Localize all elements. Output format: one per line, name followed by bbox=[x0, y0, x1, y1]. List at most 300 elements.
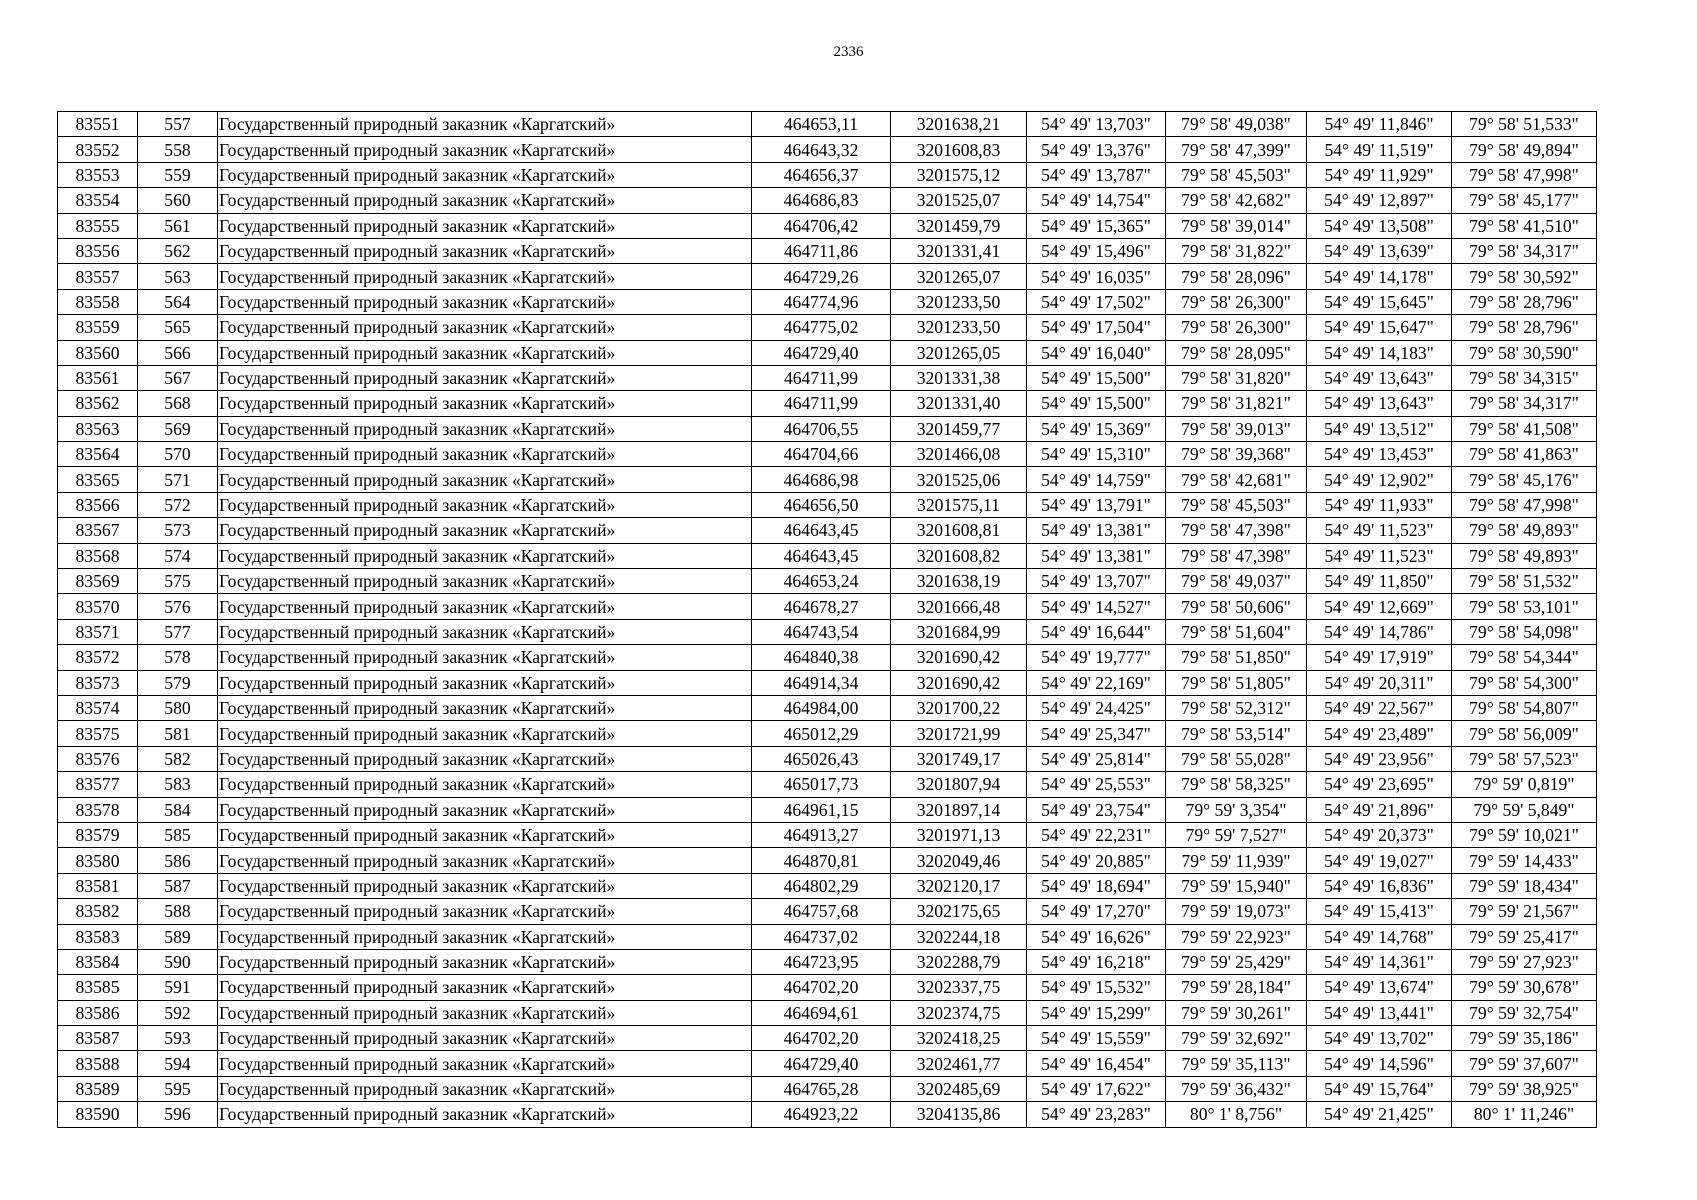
longitude-1-cell: 79° 58' 39,368" bbox=[1166, 442, 1307, 467]
longitude-1-cell: 79° 58' 28,096" bbox=[1166, 264, 1307, 289]
table-row bbox=[58, 391, 1597, 416]
x-coordinate-cell: 464678,27 bbox=[752, 594, 891, 619]
point-number-cell: 571 bbox=[138, 467, 218, 492]
longitude-2-cell: 79° 59' 5,849" bbox=[1452, 797, 1597, 822]
longitude-1-cell: 79° 59' 7,527" bbox=[1166, 822, 1307, 847]
longitude-2-cell: 79° 59' 18,434" bbox=[1452, 873, 1597, 898]
longitude-2-cell: 79° 58' 49,893" bbox=[1452, 543, 1597, 568]
record-number-cell: 83565 bbox=[58, 467, 138, 492]
x-coordinate-cell: 464923,22 bbox=[752, 1102, 891, 1127]
latitude-1-cell: 54° 49' 16,040" bbox=[1027, 340, 1166, 365]
record-number-cell: 83570 bbox=[58, 594, 138, 619]
record-number-cell: 83573 bbox=[58, 670, 138, 695]
table-row bbox=[58, 848, 1597, 873]
latitude-2-cell: 54° 49' 12,897" bbox=[1307, 188, 1452, 213]
coordinates-table-container bbox=[57, 111, 1597, 1128]
x-coordinate-cell: 464729,40 bbox=[752, 340, 891, 365]
record-number-cell: 83551 bbox=[58, 112, 138, 137]
longitude-1-cell: 79° 59' 28,184" bbox=[1166, 975, 1307, 1000]
record-number-cell: 83589 bbox=[58, 1076, 138, 1101]
latitude-2-cell: 54° 49' 21,425" bbox=[1307, 1102, 1452, 1127]
table-row bbox=[58, 746, 1597, 771]
latitude-2-cell: 54° 49' 15,645" bbox=[1307, 289, 1452, 314]
y-coordinate-cell: 3201700,22 bbox=[891, 695, 1027, 720]
reserve-name-cell: Государственный природный заказник «Каргатский» bbox=[218, 949, 752, 974]
reserve-name-cell: Государственный природный заказник «Каргатский» bbox=[218, 340, 752, 365]
longitude-2-cell: 79° 59' 0,819" bbox=[1452, 772, 1597, 797]
reserve-name-cell: Государственный природный заказник «Каргатский» bbox=[218, 162, 752, 187]
x-coordinate-cell: 464757,68 bbox=[752, 899, 891, 924]
latitude-2-cell: 54° 49' 13,453" bbox=[1307, 442, 1452, 467]
latitude-1-cell: 54° 49' 13,376" bbox=[1027, 137, 1166, 162]
point-number-cell: 593 bbox=[138, 1026, 218, 1051]
longitude-1-cell: 79° 58' 45,503" bbox=[1166, 492, 1307, 517]
reserve-name-cell: Государственный природный заказник «Каргатский» bbox=[218, 238, 752, 263]
record-number-cell: 83562 bbox=[58, 391, 138, 416]
x-coordinate-cell: 464686,83 bbox=[752, 188, 891, 213]
longitude-2-cell: 79° 58' 41,510" bbox=[1452, 213, 1597, 238]
latitude-1-cell: 54° 49' 17,504" bbox=[1027, 315, 1166, 340]
longitude-1-cell: 79° 58' 31,822" bbox=[1166, 238, 1307, 263]
longitude-1-cell: 79° 59' 32,692" bbox=[1166, 1026, 1307, 1051]
latitude-2-cell: 54° 49' 13,639" bbox=[1307, 238, 1452, 263]
latitude-1-cell: 54° 49' 15,532" bbox=[1027, 975, 1166, 1000]
table-row bbox=[58, 822, 1597, 847]
table-row bbox=[58, 162, 1597, 187]
record-number-cell: 83556 bbox=[58, 238, 138, 263]
reserve-name-cell: Государственный природный заказник «Каргатский» bbox=[218, 695, 752, 720]
latitude-1-cell: 54° 49' 18,694" bbox=[1027, 873, 1166, 898]
latitude-1-cell: 54° 49' 23,754" bbox=[1027, 797, 1166, 822]
longitude-1-cell: 79° 58' 52,312" bbox=[1166, 695, 1307, 720]
latitude-2-cell: 54° 49' 23,956" bbox=[1307, 746, 1452, 771]
y-coordinate-cell: 3202175,65 bbox=[891, 899, 1027, 924]
record-number-cell: 83563 bbox=[58, 416, 138, 441]
latitude-1-cell: 54° 49' 19,777" bbox=[1027, 645, 1166, 670]
reserve-name-cell: Государственный природный заказник «Каргатский» bbox=[218, 797, 752, 822]
table-row bbox=[58, 442, 1597, 467]
table-row bbox=[58, 137, 1597, 162]
longitude-1-cell: 79° 59' 3,354" bbox=[1166, 797, 1307, 822]
y-coordinate-cell: 3201721,99 bbox=[891, 721, 1027, 746]
table-row bbox=[58, 873, 1597, 898]
y-coordinate-cell: 3202120,17 bbox=[891, 873, 1027, 898]
point-number-cell: 584 bbox=[138, 797, 218, 822]
record-number-cell: 83578 bbox=[58, 797, 138, 822]
latitude-2-cell: 54° 49' 12,902" bbox=[1307, 467, 1452, 492]
latitude-1-cell: 54° 49' 23,283" bbox=[1027, 1102, 1166, 1127]
reserve-name-cell: Государственный природный заказник «Каргатский» bbox=[218, 848, 752, 873]
point-number-cell: 560 bbox=[138, 188, 218, 213]
y-coordinate-cell: 3201459,79 bbox=[891, 213, 1027, 238]
record-number-cell: 83575 bbox=[58, 721, 138, 746]
latitude-1-cell: 54° 49' 15,500" bbox=[1027, 391, 1166, 416]
table-row bbox=[58, 619, 1597, 644]
y-coordinate-cell: 3201575,12 bbox=[891, 162, 1027, 187]
y-coordinate-cell: 3202461,77 bbox=[891, 1051, 1027, 1076]
y-coordinate-cell: 3201575,11 bbox=[891, 492, 1027, 517]
longitude-1-cell: 79° 58' 39,013" bbox=[1166, 416, 1307, 441]
record-number-cell: 83567 bbox=[58, 518, 138, 543]
latitude-1-cell: 54° 49' 15,559" bbox=[1027, 1026, 1166, 1051]
point-number-cell: 586 bbox=[138, 848, 218, 873]
latitude-1-cell: 54° 49' 25,347" bbox=[1027, 721, 1166, 746]
table-row bbox=[58, 949, 1597, 974]
y-coordinate-cell: 3202418,25 bbox=[891, 1026, 1027, 1051]
longitude-1-cell: 79° 58' 49,038" bbox=[1166, 112, 1307, 137]
y-coordinate-cell: 3201971,13 bbox=[891, 822, 1027, 847]
latitude-1-cell: 54° 49' 14,754" bbox=[1027, 188, 1166, 213]
point-number-cell: 569 bbox=[138, 416, 218, 441]
point-number-cell: 592 bbox=[138, 1000, 218, 1025]
latitude-1-cell: 54° 49' 15,500" bbox=[1027, 365, 1166, 390]
x-coordinate-cell: 464711,99 bbox=[752, 365, 891, 390]
longitude-1-cell: 79° 58' 51,850" bbox=[1166, 645, 1307, 670]
longitude-1-cell: 79° 58' 55,028" bbox=[1166, 746, 1307, 771]
y-coordinate-cell: 3201466,08 bbox=[891, 442, 1027, 467]
table-row bbox=[58, 264, 1597, 289]
x-coordinate-cell: 465026,43 bbox=[752, 746, 891, 771]
latitude-2-cell: 54° 49' 13,643" bbox=[1307, 391, 1452, 416]
longitude-1-cell: 79° 58' 51,805" bbox=[1166, 670, 1307, 695]
x-coordinate-cell: 464729,40 bbox=[752, 1051, 891, 1076]
latitude-2-cell: 54° 49' 11,519" bbox=[1307, 137, 1452, 162]
table-row bbox=[58, 543, 1597, 568]
longitude-2-cell: 79° 58' 47,998" bbox=[1452, 492, 1597, 517]
point-number-cell: 568 bbox=[138, 391, 218, 416]
longitude-1-cell: 80° 1' 8,756" bbox=[1166, 1102, 1307, 1127]
latitude-2-cell: 54° 49' 20,311" bbox=[1307, 670, 1452, 695]
table-row bbox=[58, 797, 1597, 822]
longitude-1-cell: 79° 59' 30,261" bbox=[1166, 1000, 1307, 1025]
record-number-cell: 83558 bbox=[58, 289, 138, 314]
table-row bbox=[58, 340, 1597, 365]
longitude-1-cell: 79° 59' 22,923" bbox=[1166, 924, 1307, 949]
reserve-name-cell: Государственный природный заказник «Каргатский» bbox=[218, 1076, 752, 1101]
point-number-cell: 588 bbox=[138, 899, 218, 924]
table-row bbox=[58, 569, 1597, 594]
longitude-1-cell: 79° 58' 39,014" bbox=[1166, 213, 1307, 238]
y-coordinate-cell: 3201331,40 bbox=[891, 391, 1027, 416]
record-number-cell: 83564 bbox=[58, 442, 138, 467]
record-number-cell: 83581 bbox=[58, 873, 138, 898]
coordinates-table bbox=[57, 111, 1597, 1128]
reserve-name-cell: Государственный природный заказник «Каргатский» bbox=[218, 1051, 752, 1076]
latitude-2-cell: 54° 49' 14,786" bbox=[1307, 619, 1452, 644]
reserve-name-cell: Государственный природный заказник «Каргатский» bbox=[218, 822, 752, 847]
longitude-2-cell: 79° 59' 10,021" bbox=[1452, 822, 1597, 847]
y-coordinate-cell: 3201638,19 bbox=[891, 569, 1027, 594]
x-coordinate-cell: 464775,02 bbox=[752, 315, 891, 340]
longitude-2-cell: 79° 58' 57,523" bbox=[1452, 746, 1597, 771]
latitude-1-cell: 54° 49' 15,299" bbox=[1027, 1000, 1166, 1025]
table-body bbox=[58, 112, 1597, 1128]
latitude-1-cell: 54° 49' 25,814" bbox=[1027, 746, 1166, 771]
point-number-cell: 583 bbox=[138, 772, 218, 797]
point-number-cell: 563 bbox=[138, 264, 218, 289]
table-row bbox=[58, 594, 1597, 619]
longitude-2-cell: 79° 58' 53,101" bbox=[1452, 594, 1597, 619]
point-number-cell: 570 bbox=[138, 442, 218, 467]
latitude-2-cell: 54° 49' 13,441" bbox=[1307, 1000, 1452, 1025]
latitude-1-cell: 54° 49' 13,381" bbox=[1027, 543, 1166, 568]
record-number-cell: 83590 bbox=[58, 1102, 138, 1127]
longitude-1-cell: 79° 59' 19,073" bbox=[1166, 899, 1307, 924]
longitude-2-cell: 79° 58' 56,009" bbox=[1452, 721, 1597, 746]
y-coordinate-cell: 3201608,81 bbox=[891, 518, 1027, 543]
longitude-2-cell: 79° 59' 38,925" bbox=[1452, 1076, 1597, 1101]
table-row bbox=[58, 112, 1597, 137]
point-number-cell: 575 bbox=[138, 569, 218, 594]
longitude-1-cell: 79° 59' 15,940" bbox=[1166, 873, 1307, 898]
x-coordinate-cell: 464802,29 bbox=[752, 873, 891, 898]
x-coordinate-cell: 464656,50 bbox=[752, 492, 891, 517]
longitude-2-cell: 79° 59' 14,433" bbox=[1452, 848, 1597, 873]
longitude-1-cell: 79° 58' 51,604" bbox=[1166, 619, 1307, 644]
longitude-2-cell: 79° 58' 54,300" bbox=[1452, 670, 1597, 695]
x-coordinate-cell: 464840,38 bbox=[752, 645, 891, 670]
record-number-cell: 83586 bbox=[58, 1000, 138, 1025]
longitude-2-cell: 80° 1' 11,246" bbox=[1452, 1102, 1597, 1127]
point-number-cell: 580 bbox=[138, 695, 218, 720]
point-number-cell: 573 bbox=[138, 518, 218, 543]
x-coordinate-cell: 464737,02 bbox=[752, 924, 891, 949]
reserve-name-cell: Государственный природный заказник «Каргатский» bbox=[218, 188, 752, 213]
longitude-2-cell: 79° 59' 37,607" bbox=[1452, 1051, 1597, 1076]
x-coordinate-cell: 465012,29 bbox=[752, 721, 891, 746]
reserve-name-cell: Государственный природный заказник «Каргатский» bbox=[218, 569, 752, 594]
latitude-1-cell: 54° 49' 15,310" bbox=[1027, 442, 1166, 467]
latitude-2-cell: 54° 49' 11,929" bbox=[1307, 162, 1452, 187]
latitude-1-cell: 54° 49' 15,369" bbox=[1027, 416, 1166, 441]
y-coordinate-cell: 3201265,07 bbox=[891, 264, 1027, 289]
y-coordinate-cell: 3202374,75 bbox=[891, 1000, 1027, 1025]
y-coordinate-cell: 3201459,77 bbox=[891, 416, 1027, 441]
latitude-2-cell: 54° 49' 14,178" bbox=[1307, 264, 1452, 289]
longitude-2-cell: 79° 58' 28,796" bbox=[1452, 289, 1597, 314]
record-number-cell: 83559 bbox=[58, 315, 138, 340]
table-row bbox=[58, 492, 1597, 517]
x-coordinate-cell: 464686,98 bbox=[752, 467, 891, 492]
reserve-name-cell: Государственный природный заказник «Каргатский» bbox=[218, 772, 752, 797]
longitude-2-cell: 79° 58' 45,176" bbox=[1452, 467, 1597, 492]
x-coordinate-cell: 465017,73 bbox=[752, 772, 891, 797]
y-coordinate-cell: 3201233,50 bbox=[891, 289, 1027, 314]
y-coordinate-cell: 3201265,05 bbox=[891, 340, 1027, 365]
table-row bbox=[58, 975, 1597, 1000]
longitude-1-cell: 79° 59' 35,113" bbox=[1166, 1051, 1307, 1076]
reserve-name-cell: Государственный природный заказник «Каргатский» bbox=[218, 518, 752, 543]
record-number-cell: 83553 bbox=[58, 162, 138, 187]
x-coordinate-cell: 464656,37 bbox=[752, 162, 891, 187]
longitude-1-cell: 79° 58' 26,300" bbox=[1166, 289, 1307, 314]
record-number-cell: 83552 bbox=[58, 137, 138, 162]
reserve-name-cell: Государственный природный заказник «Каргатский» bbox=[218, 1026, 752, 1051]
reserve-name-cell: Государственный природный заказник «Каргатский» bbox=[218, 721, 752, 746]
latitude-1-cell: 54° 49' 16,626" bbox=[1027, 924, 1166, 949]
x-coordinate-cell: 464653,24 bbox=[752, 569, 891, 594]
longitude-2-cell: 79° 58' 54,807" bbox=[1452, 695, 1597, 720]
longitude-1-cell: 79° 58' 45,503" bbox=[1166, 162, 1307, 187]
x-coordinate-cell: 464743,54 bbox=[752, 619, 891, 644]
record-number-cell: 83583 bbox=[58, 924, 138, 949]
point-number-cell: 566 bbox=[138, 340, 218, 365]
y-coordinate-cell: 3202049,46 bbox=[891, 848, 1027, 873]
record-number-cell: 83555 bbox=[58, 213, 138, 238]
latitude-1-cell: 54° 49' 17,622" bbox=[1027, 1076, 1166, 1101]
latitude-2-cell: 54° 49' 11,850" bbox=[1307, 569, 1452, 594]
table-row bbox=[58, 670, 1597, 695]
x-coordinate-cell: 464704,66 bbox=[752, 442, 891, 467]
longitude-1-cell: 79° 58' 47,398" bbox=[1166, 518, 1307, 543]
reserve-name-cell: Государственный природный заказник «Каргатский» bbox=[218, 1102, 752, 1127]
latitude-2-cell: 54° 49' 13,508" bbox=[1307, 213, 1452, 238]
point-number-cell: 596 bbox=[138, 1102, 218, 1127]
reserve-name-cell: Государственный природный заказник «Каргатский» bbox=[218, 899, 752, 924]
longitude-1-cell: 79° 58' 26,300" bbox=[1166, 315, 1307, 340]
x-coordinate-cell: 464643,45 bbox=[752, 518, 891, 543]
x-coordinate-cell: 464711,86 bbox=[752, 238, 891, 263]
x-coordinate-cell: 464870,81 bbox=[752, 848, 891, 873]
longitude-1-cell: 79° 58' 47,398" bbox=[1166, 543, 1307, 568]
longitude-2-cell: 79° 58' 54,344" bbox=[1452, 645, 1597, 670]
point-number-cell: 577 bbox=[138, 619, 218, 644]
table-row bbox=[58, 289, 1597, 314]
longitude-2-cell: 79° 58' 30,590" bbox=[1452, 340, 1597, 365]
reserve-name-cell: Государственный природный заказник «Каргатский» bbox=[218, 619, 752, 644]
latitude-1-cell: 54° 49' 16,644" bbox=[1027, 619, 1166, 644]
x-coordinate-cell: 464694,61 bbox=[752, 1000, 891, 1025]
longitude-2-cell: 79° 58' 41,863" bbox=[1452, 442, 1597, 467]
reserve-name-cell: Государственный природный заказник «Каргатский» bbox=[218, 365, 752, 390]
reserve-name-cell: Государственный природный заказник «Каргатский» bbox=[218, 213, 752, 238]
point-number-cell: 594 bbox=[138, 1051, 218, 1076]
record-number-cell: 83584 bbox=[58, 949, 138, 974]
point-number-cell: 579 bbox=[138, 670, 218, 695]
latitude-1-cell: 54° 49' 22,169" bbox=[1027, 670, 1166, 695]
y-coordinate-cell: 3201608,83 bbox=[891, 137, 1027, 162]
latitude-2-cell: 54° 49' 13,512" bbox=[1307, 416, 1452, 441]
latitude-1-cell: 54° 49' 14,759" bbox=[1027, 467, 1166, 492]
longitude-1-cell: 79° 59' 11,939" bbox=[1166, 848, 1307, 873]
record-number-cell: 83571 bbox=[58, 619, 138, 644]
table-row bbox=[58, 1102, 1597, 1127]
table-row bbox=[58, 315, 1597, 340]
longitude-1-cell: 79° 58' 58,325" bbox=[1166, 772, 1307, 797]
table-row bbox=[58, 416, 1597, 441]
x-coordinate-cell: 464706,42 bbox=[752, 213, 891, 238]
longitude-2-cell: 79° 59' 27,923" bbox=[1452, 949, 1597, 974]
x-coordinate-cell: 464913,27 bbox=[752, 822, 891, 847]
reserve-name-cell: Государственный природный заказник «Каргатский» bbox=[218, 670, 752, 695]
point-number-cell: 574 bbox=[138, 543, 218, 568]
record-number-cell: 83579 bbox=[58, 822, 138, 847]
point-number-cell: 557 bbox=[138, 112, 218, 137]
longitude-1-cell: 79° 58' 53,514" bbox=[1166, 721, 1307, 746]
point-number-cell: 587 bbox=[138, 873, 218, 898]
longitude-1-cell: 79° 58' 47,399" bbox=[1166, 137, 1307, 162]
longitude-2-cell: 79° 58' 34,317" bbox=[1452, 391, 1597, 416]
latitude-1-cell: 54° 49' 15,496" bbox=[1027, 238, 1166, 263]
table-row bbox=[58, 1000, 1597, 1025]
y-coordinate-cell: 3202337,75 bbox=[891, 975, 1027, 1000]
x-coordinate-cell: 464774,96 bbox=[752, 289, 891, 314]
latitude-2-cell: 54° 49' 13,674" bbox=[1307, 975, 1452, 1000]
y-coordinate-cell: 3202244,18 bbox=[891, 924, 1027, 949]
x-coordinate-cell: 464706,55 bbox=[752, 416, 891, 441]
reserve-name-cell: Государственный природный заказник «Каргатский» bbox=[218, 975, 752, 1000]
x-coordinate-cell: 464729,26 bbox=[752, 264, 891, 289]
point-number-cell: 562 bbox=[138, 238, 218, 263]
latitude-1-cell: 54° 49' 13,787" bbox=[1027, 162, 1166, 187]
x-coordinate-cell: 464702,20 bbox=[752, 975, 891, 1000]
longitude-2-cell: 79° 58' 34,317" bbox=[1452, 238, 1597, 263]
y-coordinate-cell: 3201666,48 bbox=[891, 594, 1027, 619]
record-number-cell: 83577 bbox=[58, 772, 138, 797]
latitude-1-cell: 54° 49' 15,365" bbox=[1027, 213, 1166, 238]
latitude-2-cell: 54° 49' 11,523" bbox=[1307, 543, 1452, 568]
page-number: 2336 bbox=[833, 44, 864, 60]
x-coordinate-cell: 464984,00 bbox=[752, 695, 891, 720]
record-number-cell: 83585 bbox=[58, 975, 138, 1000]
longitude-1-cell: 79° 58' 28,095" bbox=[1166, 340, 1307, 365]
longitude-2-cell: 79° 59' 35,186" bbox=[1452, 1026, 1597, 1051]
longitude-2-cell: 79° 58' 30,592" bbox=[1452, 264, 1597, 289]
reserve-name-cell: Государственный природный заказник «Каргатский» bbox=[218, 873, 752, 898]
latitude-1-cell: 54° 49' 16,218" bbox=[1027, 949, 1166, 974]
latitude-1-cell: 54° 49' 13,791" bbox=[1027, 492, 1166, 517]
table-row bbox=[58, 518, 1597, 543]
point-number-cell: 567 bbox=[138, 365, 218, 390]
y-coordinate-cell: 3201608,82 bbox=[891, 543, 1027, 568]
point-number-cell: 582 bbox=[138, 746, 218, 771]
reserve-name-cell: Государственный природный заказник «Каргатский» bbox=[218, 543, 752, 568]
latitude-2-cell: 54° 49' 11,933" bbox=[1307, 492, 1452, 517]
longitude-2-cell: 79° 59' 21,567" bbox=[1452, 899, 1597, 924]
reserve-name-cell: Государственный природный заказник «Каргатский» bbox=[218, 264, 752, 289]
point-number-cell: 561 bbox=[138, 213, 218, 238]
table-row bbox=[58, 467, 1597, 492]
latitude-1-cell: 54° 49' 17,270" bbox=[1027, 899, 1166, 924]
reserve-name-cell: Государственный природный заказник «Каргатский» bbox=[218, 594, 752, 619]
longitude-1-cell: 79° 59' 25,429" bbox=[1166, 949, 1307, 974]
record-number-cell: 83569 bbox=[58, 569, 138, 594]
point-number-cell: 585 bbox=[138, 822, 218, 847]
latitude-2-cell: 54° 49' 14,361" bbox=[1307, 949, 1452, 974]
reserve-name-cell: Государственный природный заказник «Каргатский» bbox=[218, 442, 752, 467]
longitude-1-cell: 79° 58' 49,037" bbox=[1166, 569, 1307, 594]
table-row bbox=[58, 899, 1597, 924]
table-row bbox=[58, 213, 1597, 238]
reserve-name-cell: Государственный природный заказник «Каргатский» bbox=[218, 112, 752, 137]
point-number-cell: 564 bbox=[138, 289, 218, 314]
longitude-1-cell: 79° 58' 31,820" bbox=[1166, 365, 1307, 390]
longitude-2-cell: 79° 58' 49,893" bbox=[1452, 518, 1597, 543]
point-number-cell: 595 bbox=[138, 1076, 218, 1101]
record-number-cell: 83568 bbox=[58, 543, 138, 568]
x-coordinate-cell: 464914,34 bbox=[752, 670, 891, 695]
longitude-2-cell: 79° 58' 49,894" bbox=[1452, 137, 1597, 162]
point-number-cell: 576 bbox=[138, 594, 218, 619]
x-coordinate-cell: 464643,32 bbox=[752, 137, 891, 162]
y-coordinate-cell: 3201749,17 bbox=[891, 746, 1027, 771]
record-number-cell: 83576 bbox=[58, 746, 138, 771]
longitude-2-cell: 79° 58' 28,796" bbox=[1452, 315, 1597, 340]
reserve-name-cell: Государственный природный заказник «Каргатский» bbox=[218, 137, 752, 162]
latitude-1-cell: 54° 49' 16,035" bbox=[1027, 264, 1166, 289]
latitude-2-cell: 54° 49' 13,643" bbox=[1307, 365, 1452, 390]
record-number-cell: 83574 bbox=[58, 695, 138, 720]
